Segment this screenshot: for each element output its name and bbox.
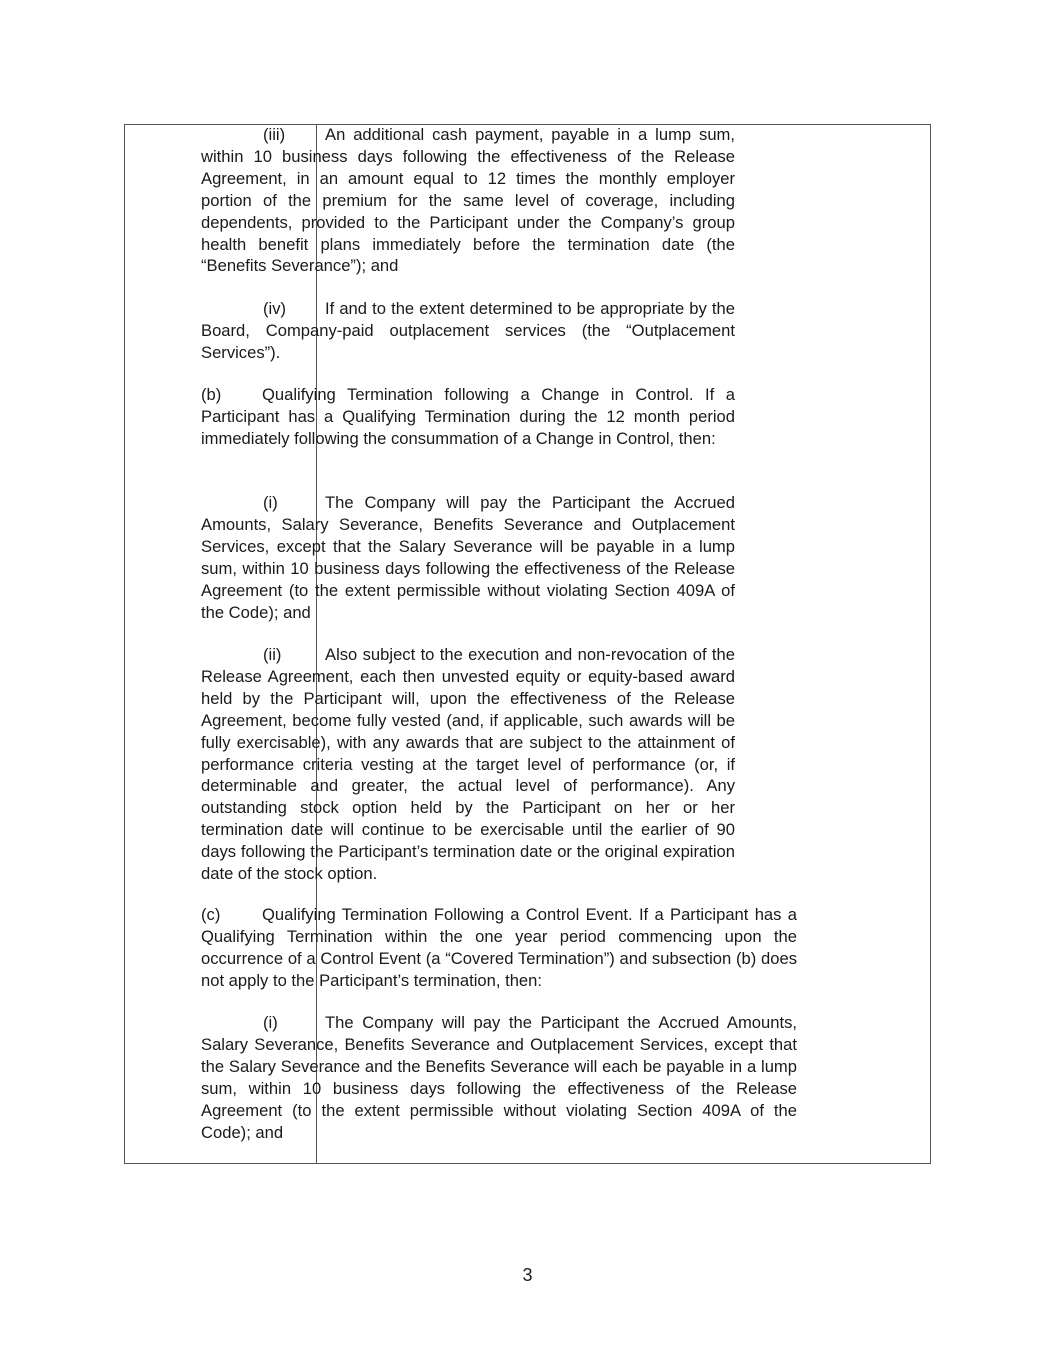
paragraph-c-control-event	[201, 904, 797, 992]
page-number: 3	[522, 1265, 533, 1285]
paragraph-text: An additional cash payment, payable in a lump sum, within 10 business days following the effectiveness of the Release Agreement, in an amount equal to 12 times the monthly employer portion of the premium for the same level of coverage, including dependents, provided to the Participant under the Company’s group health benefit plans immediately before the termination date (the “Benefits Severance”); and	[201, 125, 735, 276]
paragraph-c-i-accrued-amounts	[201, 1012, 797, 1143]
paragraph-text: Qualifying Termination Following a Control Event. If a Participant has a Qualifying Termination within the one year period commencing upon the occurrence of a Control Event (a “Covered Termination”) and subsection (b) does not apply to the Participant’s termination, then:	[201, 905, 797, 990]
paragraph-label: (ii)	[263, 645, 282, 664]
paragraph-text: Also subject to the execution and non-revocation of the Release Agreement, each then unvested equity or equity-based award held by the Participant will, upon the effectiveness of the Release Agreement, become fully vested (and, if applicable, such awards will be fully exercisable), with any awards that are subject to the attainment of performance criteria vesting at the target level of performance (or, if determinable and greater, the actual level of performance). Any outstanding stock option held by the Participant on her or her termination date will continue to be exercisable until the earlier of 90 days following the Participant’s termination date or the original expiration date of the stock option.	[201, 645, 735, 884]
paragraph-text: The Company will pay the Participant the Accrued Amounts, Salary Severance, Benefits Severance and Outplacement Services, except that the Salary Severance will be payable in a lump sum, within 10 business days following the effectiveness of the Release Agreement (to the extent permissible without violating Section 409A of the Code); and	[201, 493, 735, 622]
paragraph-label: (b)	[201, 385, 222, 404]
paragraph-text: The Company will pay the Participant the Accrued Amounts, Salary Severance, Benefits Severance and Outplacement Services, except that the Salary Severance and the Benefits Severance will each be payable in a lump sum, within 10 business days following the effectiveness of the Release Agreement (to the extent permissible without violating Section 409A of the Code); and	[201, 1013, 797, 1142]
paragraph-text: If and to the extent determined to be appropriate by the Board, Company-paid outplacement services (the “Outplacement Services”).	[201, 299, 735, 362]
paragraph-label: (c)	[201, 905, 221, 924]
paragraph-iv-outplacement-services	[201, 298, 735, 364]
paragraph-b-change-in-control	[201, 384, 735, 450]
paragraph-b-i-accrued-amounts	[201, 492, 735, 623]
paragraph-label: (iv)	[263, 299, 287, 318]
paragraph-text: Qualifying Termination following a Change in Control. If a Participant has a Qualifying Termination during the 12 month period immediately following the consummation of a Change in Control, then:	[201, 385, 735, 448]
paragraph-iii-benefits-severance	[201, 124, 735, 277]
paragraph-label: (iii)	[263, 125, 286, 144]
paragraph-label: (i)	[263, 1013, 278, 1032]
paragraph-label: (i)	[263, 493, 278, 512]
paragraph-b-ii-equity-vesting	[201, 644, 735, 885]
